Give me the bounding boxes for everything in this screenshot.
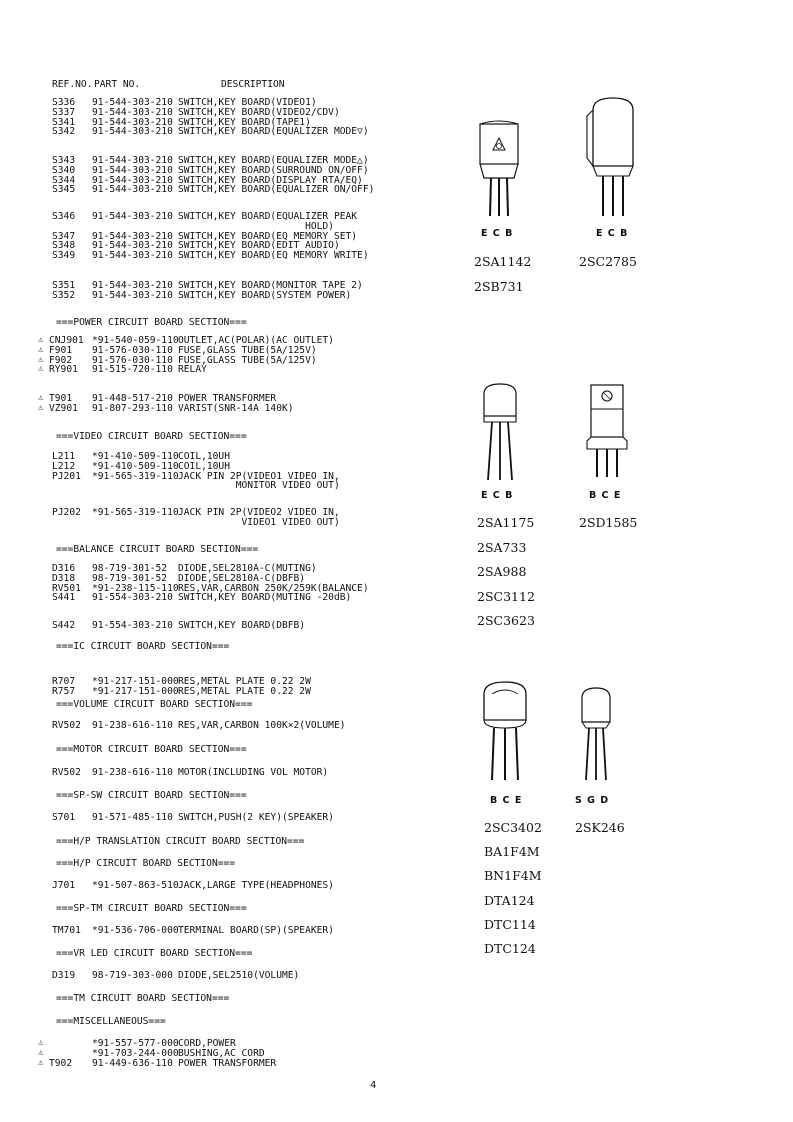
part-number: *91-238-115-110 [92, 582, 179, 594]
section-header: ===H/P TRANSLATION CIRCUIT BOARD SECTION=== [56, 836, 305, 847]
part-ref: PJ202 [52, 507, 81, 518]
part-ref: T901 [49, 393, 73, 404]
part-description: VARIST(SNR-14A 140K) [178, 402, 294, 414]
part-description: OUTLET,AC(POLAR)(AC OUTLET) [178, 335, 334, 346]
part-ref: RV501 [52, 582, 81, 594]
transistor-to126-icon [585, 96, 641, 218]
part-description: SWITCH,KEY BOARD(DISPLAY RTA/EQ) [178, 174, 363, 186]
transistor-to92-icon [480, 382, 520, 482]
part-ref: T902 [49, 1057, 73, 1069]
part-number: 91-544-303-210 [92, 211, 173, 222]
part-number: 91-544-303-210 [92, 155, 173, 166]
part-description: DIODE,SEL2510(VOLUME) [178, 970, 300, 981]
part-description: SWITCH,KEY BOARD(VIDEO2/CDV) [178, 106, 340, 118]
section-header: ===VOLUME CIRCUIT BOARD SECTION=== [56, 699, 253, 710]
transistor-model-label: DTC114 [484, 916, 536, 932]
part-ref: S341 [52, 116, 76, 128]
part-ref: L212 [52, 460, 76, 472]
part-description: TERMINAL BOARD(SP)(SPEAKER) [178, 925, 334, 936]
transistor-model-label: 2SC2785 [579, 254, 637, 269]
part-number: 91-544-303-210 [92, 240, 173, 252]
part-ref: S345 [52, 184, 76, 196]
part-number: 91-544-303-210 [92, 164, 173, 176]
part-number: *91-410-509-110 [92, 451, 179, 462]
part-number: 91-449-636-110 [92, 1057, 173, 1069]
part-number: *91-565-319-110 [92, 507, 179, 518]
transistor-model-label: 2SA733 [477, 539, 527, 555]
part-number: 91-544-303-210 [92, 126, 173, 138]
transistor-model-label: 2SA988 [477, 564, 527, 579]
part-number: 91-544-303-210 [92, 280, 173, 291]
part-description: RES,METAL PLATE 0.22 2W [178, 685, 311, 697]
header-desc: DESCRIPTION [221, 79, 285, 90]
part-number: 91-544-303-210 [92, 289, 173, 301]
part-ref: S351 [52, 280, 76, 291]
part-ref: S342 [52, 126, 76, 138]
part-number: *91-410-509-110 [92, 460, 179, 472]
warning-icon: ⚠ [38, 344, 44, 355]
pin-label-sgd: S G D [575, 795, 610, 806]
part-number: *91-217-151-000 [92, 676, 179, 687]
warning-icon: ⚠ [38, 402, 44, 413]
part-description: HOLD) [178, 220, 334, 232]
part-ref: S441 [52, 592, 76, 604]
part-number: *91-507-863-510 [92, 880, 179, 891]
part-description: SWITCH,KEY BOARD(EQ MEMORY WRITE) [178, 250, 369, 262]
section-header: ===VR LED CIRCUIT BOARD SECTION=== [56, 948, 253, 959]
part-ref: S442 [52, 620, 76, 631]
part-number: *91-565-319-110 [92, 470, 179, 482]
part-description: FUSE,GLASS TUBE(5A/125V) [178, 354, 317, 366]
part-ref: PJ201 [52, 470, 81, 482]
part-description: SWITCH,KEY BOARD(EQUALIZER PEAK [178, 211, 358, 222]
part-ref: S336 [52, 97, 76, 108]
part-description: RES,VAR,CARBON 100K×2(VOLUME) [178, 720, 346, 731]
part-ref: S347 [52, 230, 76, 242]
part-description: SWITCH,KEY BOARD(EDIT AUDIO) [178, 240, 340, 252]
part-ref: S348 [52, 240, 76, 252]
part-description: SWITCH,PUSH(2 KEY)(SPEAKER) [178, 812, 334, 823]
warning-icon: ⚠ [38, 393, 44, 403]
part-number: *91-217-151-000 [92, 685, 179, 697]
part-ref: F902 [49, 354, 73, 366]
part-description: SWITCH,KEY BOARD(DBFB) [178, 620, 306, 631]
part-number: 91-544-303-210 [92, 230, 173, 242]
section-header: ===POWER CIRCUIT BOARD SECTION=== [56, 317, 247, 328]
transistor-small-to92-icon [578, 686, 614, 782]
part-number: 98-719-301-52 [92, 563, 168, 574]
part-ref: J701 [52, 880, 76, 891]
part-description: SWITCH,KEY BOARD(EQUALIZER MODE△) [178, 155, 369, 166]
part-description: RES,VAR,CARBON 250K/259K(BALANCE) [178, 582, 369, 594]
part-description: MOTOR(INCLUDING VOL MOTOR) [178, 767, 329, 778]
part-number: 91-238-616-110 [92, 720, 173, 731]
transistor-to92-rounded-icon [480, 680, 530, 782]
part-number: 91-576-030-110 [92, 344, 173, 356]
part-number: 91-544-303-210 [92, 106, 173, 118]
part-description: SWITCH,KEY BOARD(EQUALIZER ON/OFF) [178, 184, 375, 196]
part-number: 91-515-720-110 [92, 364, 173, 376]
part-ref: S352 [52, 289, 76, 301]
part-number: 91-576-030-110 [92, 354, 173, 366]
part-description: DIODE,SEL2810A-C(DBFB) [178, 572, 306, 584]
section-header: ===MOTOR CIRCUIT BOARD SECTION=== [56, 744, 247, 755]
part-number: 91-544-303-210 [92, 97, 173, 108]
section-header: ===BALANCE CIRCUIT BOARD SECTION=== [56, 544, 259, 555]
part-description: SWITCH,KEY BOARD(EQ MEMORY SET) [178, 230, 358, 242]
part-number: 91-571-485-110 [92, 812, 173, 823]
part-number: 91-554-303-210 [92, 620, 173, 631]
part-ref: S340 [52, 164, 76, 176]
transistor-to92l-icon [474, 120, 524, 218]
section-header: ===SP-TM CIRCUIT BOARD SECTION=== [56, 903, 247, 914]
part-number: 91-554-303-210 [92, 592, 173, 604]
warning-icon: ⚠ [38, 1057, 44, 1068]
transistor-model-label: BA1F4M [484, 844, 540, 860]
transistor-model-label: DTC124 [484, 941, 536, 956]
part-number: *91-536-706-000 [92, 925, 179, 936]
part-ref: VZ901 [49, 402, 78, 414]
part-number: *91-540-059-110 [92, 335, 179, 346]
pin-label-ecb-2: E C B [596, 228, 629, 239]
part-number: 91-544-303-210 [92, 184, 173, 196]
part-ref: L211 [52, 451, 76, 462]
part-description: RELAY [178, 364, 207, 376]
header-part: PART NO. [94, 79, 141, 90]
part-description: FUSE,GLASS TUBE(5A/125V) [178, 344, 317, 356]
warning-icon: ⚠ [38, 335, 44, 345]
part-description: SWITCH,KEY BOARD(TAPE1) [178, 116, 311, 128]
transistor-to220-icon [583, 383, 633, 479]
section-header: ===IC CIRCUIT BOARD SECTION=== [56, 641, 230, 652]
section-header: ===VIDEO CIRCUIT BOARD SECTION=== [56, 431, 247, 442]
pin-label-bce-1: B C E [589, 490, 622, 501]
part-description: DIODE,SEL2810A-C(MUTING) [178, 563, 317, 574]
part-number: *91-703-244-000 [92, 1047, 179, 1059]
transistor-model-label: 2SK246 [575, 820, 625, 835]
part-ref: F901 [49, 344, 73, 356]
transistor-model-label: 2SB731 [474, 278, 524, 294]
part-ref: RV502 [52, 767, 81, 778]
part-ref: S701 [52, 812, 76, 823]
part-number: 91-238-616-110 [92, 767, 173, 778]
warning-icon: ⚠ [38, 1047, 44, 1058]
part-description: POWER TRANSFORMER [178, 1057, 277, 1069]
transistor-model-label: BN1F4M [484, 868, 542, 884]
part-description: SWITCH,KEY BOARD(VIDEO1) [178, 97, 317, 108]
section-header: ===MISCELLANEOUS=== [56, 1016, 166, 1027]
transistor-model-label: 2SC3112 [477, 588, 535, 604]
part-number: 98-719-301-52 [92, 572, 168, 584]
part-description: BUSHING,AC CORD [178, 1047, 265, 1059]
part-ref: D319 [52, 970, 76, 981]
section-headers [56, 0, 396, 1080]
header-ref: REF.NO. [52, 79, 93, 90]
page-number: 4 [370, 1080, 377, 1091]
part-description: SWITCH,KEY BOARD(EQUALIZER MODE▽) [178, 126, 369, 138]
part-ref: S343 [52, 155, 76, 166]
part-description: COIL,10UH [178, 460, 230, 472]
part-number: 98-719-303-000 [92, 970, 173, 981]
part-description: CORD,POWER [178, 1038, 236, 1049]
part-ref: S337 [52, 106, 76, 118]
warning-icon: ⚠ [38, 354, 44, 365]
part-ref: D318 [52, 572, 76, 584]
pin-label-ecb-3: E C B [481, 490, 514, 501]
part-description: RES,METAL PLATE 0.22 2W [178, 676, 311, 687]
part-ref: CNJ901 [49, 335, 84, 346]
part-description: JACK PIN 2P(VIDEO1 VIDEO IN, [178, 470, 340, 482]
part-number: 91-544-303-210 [92, 116, 173, 128]
part-description: SWITCH,KEY BOARD(MONITOR TAPE 2) [178, 280, 363, 291]
warning-icon: ⚠ [38, 364, 44, 375]
part-ref: RV502 [52, 720, 81, 731]
part-description: VIDEO1 VIDEO OUT) [178, 516, 340, 528]
part-ref: S344 [52, 174, 76, 186]
part-number: 91-448-517-210 [92, 393, 173, 404]
part-number: 91-544-303-210 [92, 250, 173, 262]
part-ref: R757 [52, 685, 76, 697]
pin-label-bce-2: B C E [490, 795, 523, 806]
part-number: 91-544-303-210 [92, 174, 173, 186]
part-description: MONITOR VIDEO OUT) [178, 480, 340, 492]
part-description: SWITCH,KEY BOARD(MUTING -20dB) [178, 592, 352, 604]
transistor-model-label: 2SA1175 [477, 515, 535, 530]
part-description: JACK PIN 2P(VIDEO2 VIDEO IN, [178, 507, 340, 518]
part-ref: R707 [52, 676, 76, 687]
transistor-model-label: 2SC3402 [484, 820, 542, 835]
section-header: ===TM CIRCUIT BOARD SECTION=== [56, 993, 230, 1004]
section-header: ===SP-SW CIRCUIT BOARD SECTION=== [56, 790, 247, 801]
pin-label-ecb-1: E C B [481, 228, 514, 239]
section-header: ===H/P CIRCUIT BOARD SECTION=== [56, 858, 236, 869]
warning-icon: ⚠ [38, 1038, 44, 1048]
part-description: SWITCH,KEY BOARD(SYSTEM POWER) [178, 289, 352, 301]
part-ref: S349 [52, 250, 76, 262]
transistor-model-label: 2SD1585 [579, 515, 638, 530]
transistor-model-label: 2SC3623 [477, 613, 535, 628]
part-description: JACK,LARGE TYPE(HEADPHONES) [178, 880, 334, 891]
part-ref: S346 [52, 211, 76, 222]
part-number: 91-807-293-110 [92, 402, 173, 414]
part-description: SWITCH,KEY BOARD(SURROUND ON/OFF) [178, 164, 369, 176]
part-description: COIL,10UH [178, 451, 230, 462]
part-ref: RY901 [49, 364, 78, 376]
transistor-model-label: DTA124 [484, 892, 535, 908]
part-ref: D316 [52, 563, 76, 574]
transistor-model-label: 2SA1142 [474, 254, 532, 269]
part-description: POWER TRANSFORMER [178, 393, 277, 404]
part-number: *91-557-577-000 [92, 1038, 179, 1049]
part-ref: TM701 [52, 925, 81, 936]
